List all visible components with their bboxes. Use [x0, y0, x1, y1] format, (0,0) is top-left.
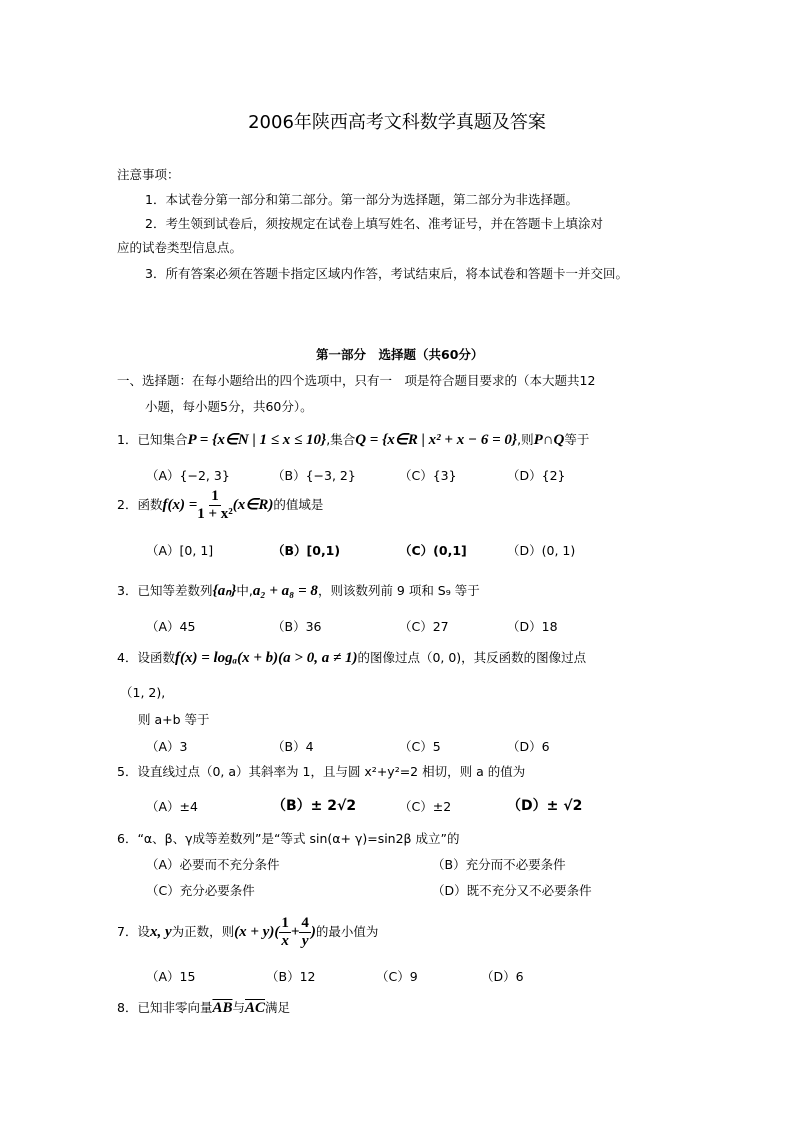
option-d: （D）既不充分又不必要条件 [432, 883, 592, 898]
option-b: （B）4 [272, 739, 314, 754]
q-text: 3．已知等差数列 [117, 583, 213, 598]
q-math: f(x) = [162, 497, 198, 513]
option-c: （C）9 [376, 969, 418, 984]
q-math: (x∈R) [232, 497, 274, 513]
q-text: 8．已知非零向量 [117, 1000, 213, 1015]
section-heading: 第一部分 选择题（共60分） [316, 347, 484, 362]
option-b: （B）{−3, 2} [272, 468, 356, 483]
option-d: （D）6 [481, 969, 524, 984]
section-intro: 小题，每小题5分，共60分）。 [145, 399, 313, 414]
option-c: （C）5 [399, 739, 441, 754]
q-text: 2．函数 [117, 497, 163, 512]
q-text: 等于 [564, 432, 590, 447]
option-d: （D）18 [507, 619, 558, 634]
option-d: （D）± √2 [507, 798, 583, 814]
notice-item: 2．考生领到试卷后，须按规定在试卷上填写姓名、准考证号，并在答题卡上填涂对 [145, 216, 603, 231]
question-5: 5．设直线过点（0, a）其斜率为 1，且与圆 x²+y²=2 相切，则 a 的值为 [117, 764, 526, 779]
q-text: 与 [232, 1000, 245, 1015]
option-d: （D）{2} [507, 468, 566, 483]
q-text: 为正数，则 [171, 924, 235, 939]
option-a: （A）45 [146, 619, 196, 634]
question-4-cont: （1, 2), [120, 685, 166, 700]
option-b: （B）充分而不必要条件 [432, 857, 566, 872]
q-text: ,集合 [326, 432, 356, 447]
numerator: 1 [281, 915, 289, 931]
q-math: + [290, 924, 300, 940]
option-b: （B）± 2√2 [272, 798, 357, 814]
q-text: ，则该数列前 9 项和 S₉ 等于 [317, 583, 480, 598]
q-math: (x + y)( [234, 924, 280, 940]
fraction [197, 488, 233, 523]
option-a: （A）15 [146, 969, 196, 984]
q-text: 的图像过点（0, 0)，其反函数的图像过点 [357, 650, 587, 665]
option-c: （C）27 [399, 619, 449, 634]
numerator: 1 [211, 488, 219, 504]
q-text: 4．设函数 [117, 650, 175, 665]
question-4 [117, 648, 586, 667]
question-8 [117, 998, 290, 1017]
option-a: （A）3 [146, 739, 188, 754]
option-d: （D）(0, 1) [507, 543, 576, 558]
option-b: （B）36 [272, 619, 322, 634]
option-a: （A）{−2, 3} [146, 468, 230, 483]
question-2 [117, 488, 323, 523]
q-math: {aₙ} [212, 583, 237, 599]
option-b: （B）[0,1) [272, 543, 341, 558]
section-intro: 一、选择题：在每小题给出的四个选项中，只有一 项是符合题目要求的（本大题共12 [117, 373, 596, 388]
q-math: f(x) = logₐ(x + b)(a > 0, a ≠ 1) [174, 650, 358, 666]
denominator: x [281, 933, 289, 949]
notice-item: 3．所有答案必须在答题卡指定区域内作答，考试结束后，将本试卷和答题卡一并交回。 [145, 266, 628, 281]
notice-heading: 注意事项： [117, 167, 180, 182]
question-7 [117, 915, 378, 950]
fraction [279, 915, 291, 950]
option-c: （C）{3} [399, 468, 457, 483]
option-b: （B）12 [266, 969, 316, 984]
q-math: x, y [149, 924, 172, 940]
denominator: 1 + x² [197, 506, 233, 522]
q-text: 的最小值为 [315, 924, 379, 939]
numerator: 4 [301, 915, 309, 931]
q-math: P∩Q [533, 432, 565, 448]
vector-ab: $\overline{AB}$ [212, 1000, 233, 1016]
option-c: （C）充分必要条件 [146, 883, 255, 898]
q-text: ,则 [517, 432, 534, 447]
option-d: （D）6 [507, 739, 550, 754]
q-math: ) [310, 924, 316, 940]
q-text: 中, [236, 583, 253, 598]
q-text: 7．设 [117, 924, 150, 939]
fraction [299, 915, 311, 950]
q-text: 满足 [265, 1000, 291, 1015]
q-text: 1．已知集合 [117, 432, 188, 447]
q-math: Q = {x∈R | x² + x − 6 = 0} [355, 432, 518, 448]
notice-item: 应的试卷类型信息点。 [117, 240, 243, 255]
option-a: （A）必要而不充分条件 [146, 857, 280, 872]
vector-ac: $\overline{AC}$ [245, 1000, 266, 1016]
denominator: y [301, 933, 309, 949]
option-a: （A）[0, 1] [146, 543, 214, 558]
question-3 [117, 581, 480, 600]
q-math: a₂ + a₈ = 8 [252, 583, 318, 599]
q-text: 的值域是 [273, 497, 324, 512]
document-title: 2006年陕西高考文科数学真题及答案 [248, 112, 546, 133]
q-math: P = {x∈N | 1 ≤ x ≤ 10} [187, 432, 327, 448]
option-c: （C）(0,1] [399, 543, 467, 558]
question-4-cont: 则 a+b 等于 [138, 712, 210, 727]
option-c: （C）±2 [399, 799, 452, 814]
option-a: （A）±4 [146, 799, 198, 814]
notice-item: 1．本试卷分第一部分和第二部分。第一部分为选择题，第二部分为非选择题。 [145, 192, 578, 207]
question-1 [117, 430, 589, 449]
question-6: 6．“α、β、γ成等差数列”是“等式 sin(α+ γ)=sin2β 成立”的 [117, 831, 460, 846]
